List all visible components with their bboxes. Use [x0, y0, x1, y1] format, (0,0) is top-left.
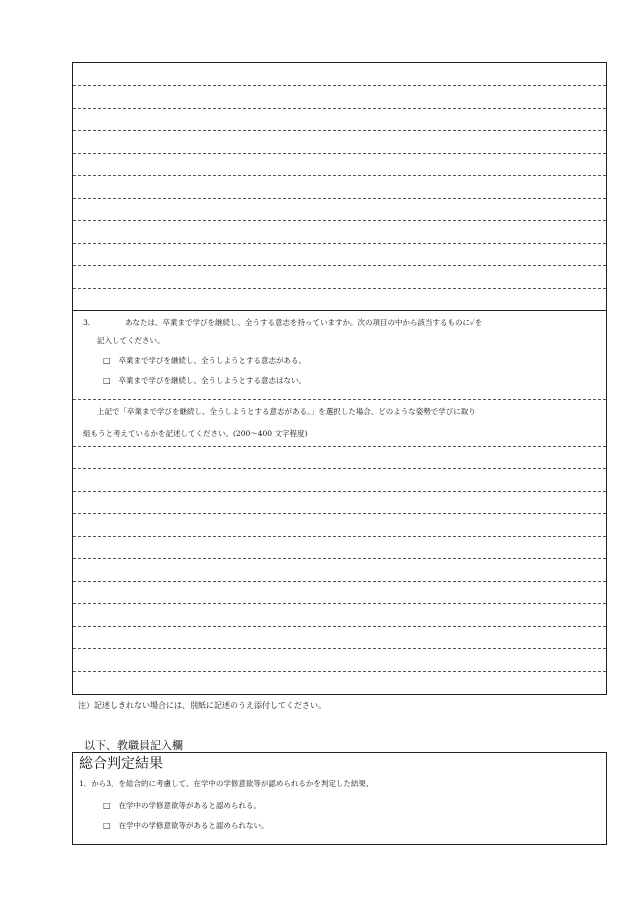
writing-line: [73, 198, 606, 199]
option-label: 卒業まで学びを継続し、全うしようとする意志はない。: [118, 376, 307, 385]
writing-line: [73, 491, 606, 492]
writing-line: [73, 603, 606, 604]
followup-line-1: 上記で「卒業まで学びを継続し、全うしようとする意志がある。」を選択した場合、どのような姿勢で学びに取り: [97, 407, 476, 416]
writing-line: [73, 513, 606, 514]
writing-line: [73, 581, 606, 582]
section-number: 3.: [83, 318, 91, 327]
followup-line-2: 組もうと考えているかを記述してください。(200～400 文字程度): [83, 429, 308, 438]
option-will-not-continue[interactable]: [103, 376, 306, 386]
checkbox-icon[interactable]: □: [103, 356, 111, 365]
writing-line: [73, 648, 606, 649]
checkbox-icon[interactable]: □: [103, 376, 111, 385]
checkbox-icon[interactable]: □: [103, 821, 111, 830]
writing-line: [73, 558, 606, 559]
result-instruction: 1．から3．を総合的に考慮して、在学中の学修意欲等が認められるかを判定した結果、: [79, 779, 374, 788]
writing-line: [73, 130, 606, 131]
option-label: 卒業まで学びを継続し、全うしようとする意志がある。: [118, 356, 307, 365]
writing-line: [73, 220, 606, 221]
writing-line: [73, 446, 606, 447]
writing-line: [73, 265, 606, 266]
result-title: 総合判定結果: [79, 756, 163, 772]
writing-line: [73, 399, 606, 400]
staff-judgment-box: [72, 752, 607, 845]
checkbox-icon[interactable]: □: [103, 801, 111, 810]
option-label: 在学中の学修意欲等があると認められない。: [118, 821, 269, 830]
writing-line: [73, 175, 606, 176]
writing-line: [73, 626, 606, 627]
writing-line: [73, 243, 606, 244]
question-line-1: あなたは、卒業まで学びを継続し、全うする意志を持っていますか。次の項目の中から該当するものに✓を: [125, 318, 483, 327]
writing-line: [73, 288, 606, 289]
writing-line: [73, 108, 606, 109]
option-not-recognized[interactable]: [103, 821, 269, 831]
writing-line: [73, 671, 606, 672]
footnote: 注）記述しきれない場合には、別紙に記述のうえ添付してください。: [78, 701, 326, 710]
writing-line: [73, 85, 606, 86]
writing-line: [73, 153, 606, 154]
question-line-2: 記入してください。: [97, 336, 165, 345]
writing-line: [73, 468, 606, 469]
essay-form-box: [72, 62, 607, 695]
writing-line: [73, 536, 606, 537]
option-will-continue[interactable]: [103, 356, 306, 366]
section-divider: [73, 310, 606, 311]
option-label: 在学中の学修意欲等があると認められる。: [118, 801, 262, 810]
option-recognized[interactable]: [103, 801, 261, 811]
staff-section-heading: 以下、教職員記入欄: [84, 739, 183, 752]
